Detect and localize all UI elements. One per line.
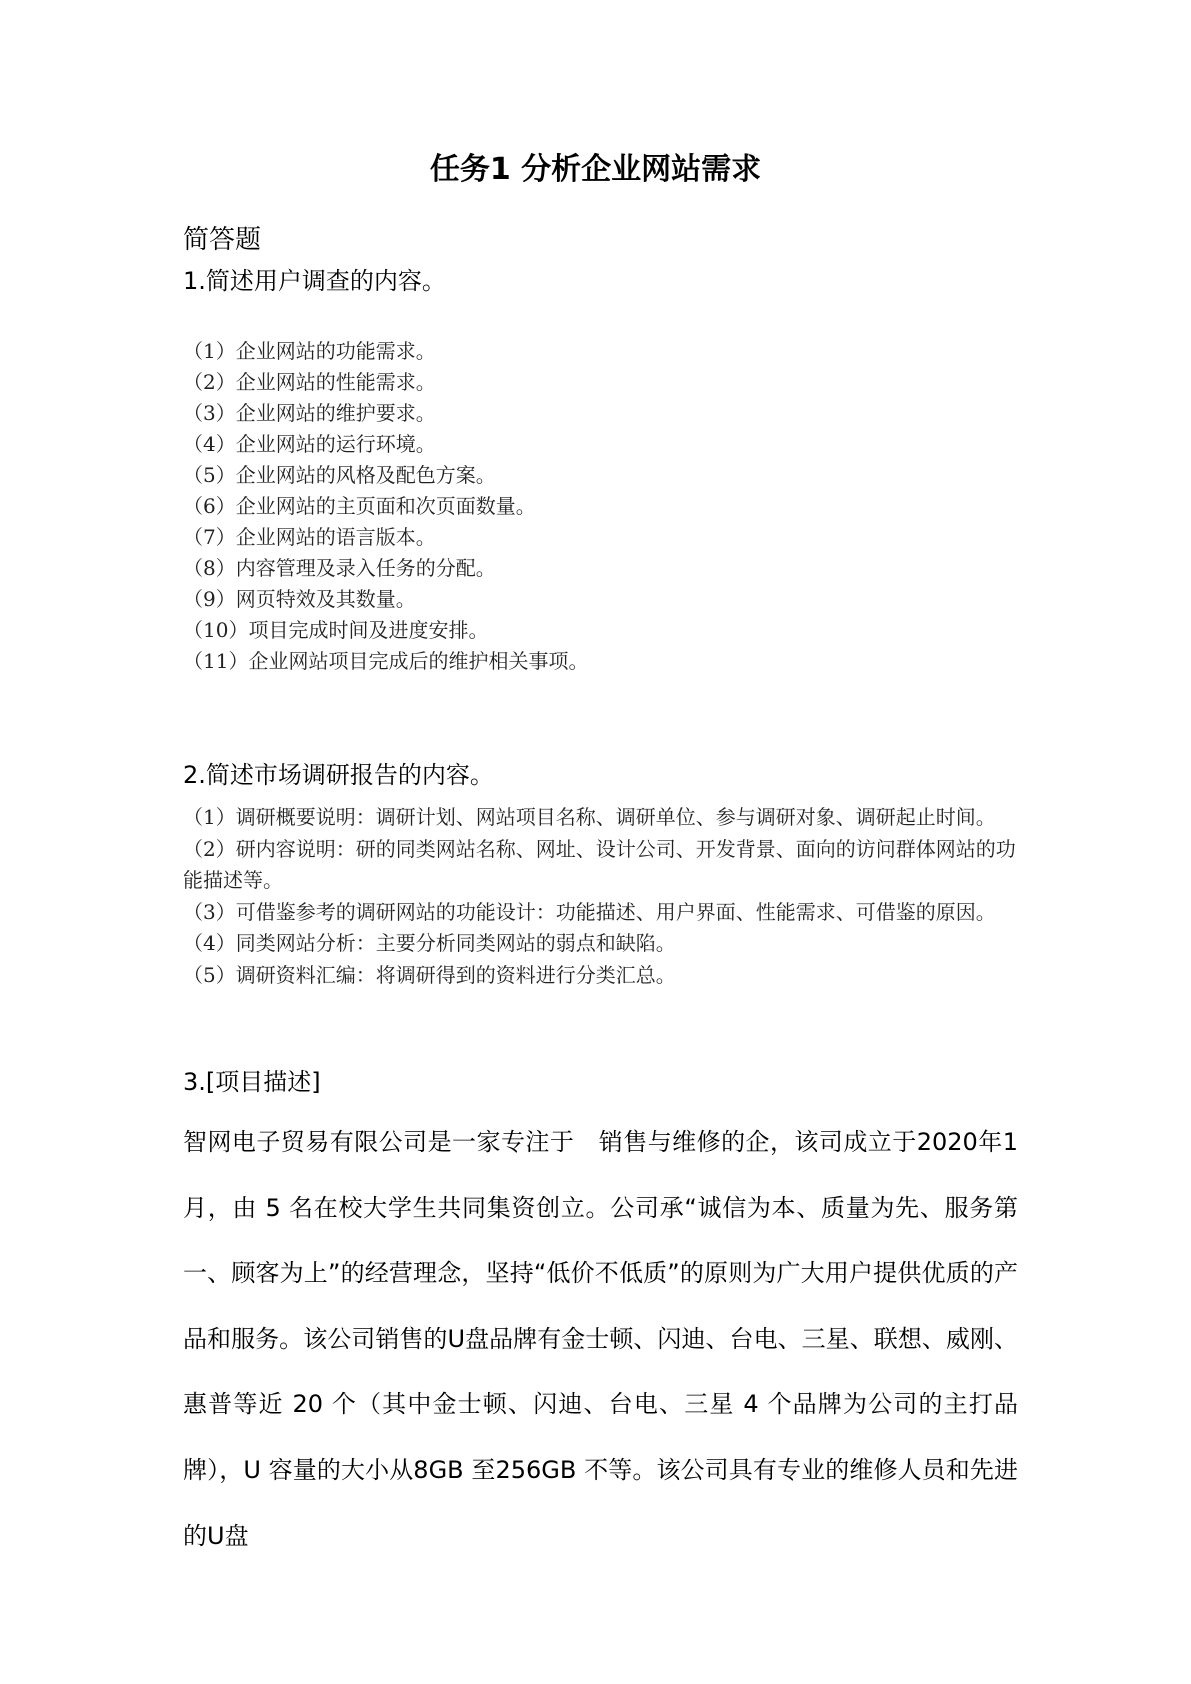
answer-item: （9）网页特效及其数量。 (183, 587, 416, 611)
answer-item: （2）企业网站的性能需求。 (183, 370, 436, 394)
answer-item: （10）项目完成时间及进度安排。 (183, 618, 489, 642)
answer-item: （4）企业网站的运行环境。 (183, 432, 436, 456)
answer-item: （1）企业网站的功能需求。 (183, 339, 436, 363)
page-title: 任务1 分析企业网站需求 (429, 152, 762, 187)
question-1-answer-list (183, 336, 1019, 677)
question-3-heading: 3.[项目描述] (183, 1068, 321, 1096)
answer-item: （6）企业网站的主页面和次页面数量。 (183, 494, 536, 518)
answer-item: （11）企业网站项目完成后的维护相关事项。 (183, 649, 589, 673)
answer-item: （7）企业网站的语言版本。 (183, 525, 436, 549)
question-2-answer-list (183, 802, 1019, 991)
answer-item: （4）同类网站分析：主要分析同类网站的弱点和缺陷。 (183, 931, 676, 955)
answer-item: （8）内容管理及录入任务的分配。 (183, 556, 496, 580)
answer-item: （5）企业网站的风格及配色方案。 (183, 463, 496, 487)
answer-item: （5）调研资料汇编：将调研得到的资料进行分类汇总。 (183, 962, 676, 987)
answer-item: （2）研内容说明：研的同类网站名称、网址、设计公司、开发背景、面向的访问群体网站的功能描述等。 (183, 836, 1016, 892)
question-2-heading: 2.简述市场调研报告的内容。 (183, 761, 494, 789)
project-description: 智网电子贸易有限公司是一家专注于 销售与维修的企，该司成立于2020年1月，由 5 名在校大学生共同集资创立。公司承“诚信为本、质量为先、服务第一、顾客为上”的经营理念，坚持“低价不低质”的原则为广大用户提供优质的产品和服务。该公司销售的U盘品牌有金士顿、闪迪、台电、三星、联想、威刚、惠普等近 20 个（其中金士顿、闪迪、台电、三星 4 个品牌为公司的主打品牌），U 容量的大小从8GB 至256GB 不等。该公司具有专业的维修人员和先进的U盘 (183, 1128, 1018, 1550)
answer-item: （3）可借鉴参考的调研网站的功能设计：功能描述、用户界面、性能需求、可借鉴的原因。 (183, 899, 996, 924)
section-label: 简答题 (183, 225, 262, 255)
answer-item: （1）调研概要说明：调研计划、网站项目名称、调研单位、参与调研对象、调研起止时间。 (183, 805, 996, 829)
question-1-heading: 1.简述用户调查的内容。 (183, 267, 446, 295)
answer-item: （3）企业网站的维护要求。 (183, 401, 436, 425)
